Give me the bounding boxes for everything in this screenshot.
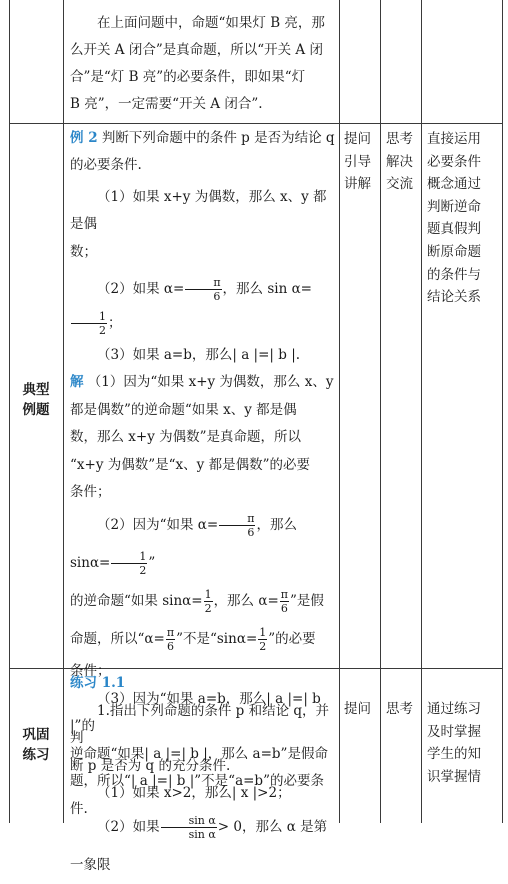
solution-label: 解 [70, 374, 84, 391]
fraction: $\frac{\pi}{6}$ [280, 588, 289, 616]
practice-title: 练习 1.1 [70, 675, 126, 691]
teacher-activity-practice: 提问 [344, 701, 371, 717]
example-content: 例 2 判断下列命题中的条件 p 是否为结论 q 的必要条件. （1）如果 x+y 为偶数，那么 x、y 都是偶 数； （2）如果 α= $\frac{\pi}{6}$ ，那么 sin α= $\frac{1}{2}$ ； （3）如果 a=b，那么| a |=| b |. 解 （1）因为“如果 x+y 为偶数，那么 x、y 都是偶数”的逆命题“如果 x、y 都是偶 数，那么 x+y 为偶数”是真命题，所以 “x+y 为偶数”是“x、y 都是偶数”的必要 条件； （2）因为“如果 α= $\frac{\pi}{6}$ ，那么 sinα= $\frac{1}{2}$ ” 的逆命题“如果 sinα= $\frac{1}{2}$ ，那么 α= $\frac{\pi}{6}$ ”是假 命题，所以“α= $\frac{\pi}{6}$ ”不是“sinα= $\frac{1}{2}$ ”的必要 条件； （3）因为“如果 a=b，那么| a |=| b |”的 逆命题“如果| a |=| b |，那么 a=b”是假命 题，所以“| a |=| b |”不是“a=b”的必要条 件. [70, 125, 338, 823]
intro-line: B 亮”，一定需要“开关 A 闭合”. [70, 96, 263, 112]
example-label: 例 2 [70, 130, 98, 146]
intro-line: 么开关 A 闭合”是真命题，所以“开关 A 闭 [70, 42, 323, 58]
row-label-typical: 典型 例题 [22, 382, 50, 418]
design-intent-practice: 通过练习 及时掌握 学生的知 识掌握情 [427, 701, 481, 785]
fraction: $\frac{1}{2}$ [204, 588, 212, 616]
row-label-practice: 巩固 练习 [22, 727, 50, 763]
fraction: $\frac{\text{sin α}}{\text{sin α}}$ [161, 815, 217, 840]
fraction: $\frac{1}{2}$ [71, 311, 107, 336]
intro-line: 在上面问题中，命题“如果灯 B 亮，那 [97, 15, 325, 31]
student-activity-typical: 思考 解决 交流 [386, 131, 413, 193]
intro-line: 合”是“灯 B 亮”的必要条件，即如果“灯 [70, 69, 306, 85]
practice-content: 练习 1.1 1.指出下列命题的条件 p 和结论 q，并判 断 p 是否为 q 的充分条件. （1）如果 x>2，那么| x |>2； （2）如果 $\frac{\text{sin α}}{\text{sin α}}$ > 0，那么 α 是第一象限 [70, 672, 338, 884]
design-intent-typical: 直接运用 必要条件 概念通过 判断逆命 题真假判 断原命题 的条件与 结论关系 [427, 131, 481, 306]
item2: （2）如果 α= $\frac{\pi}{6}$ ，那么 sin α= $\frac{1}{2}$ ； [70, 272, 338, 340]
teacher-activity-typical: 提问 引导 讲解 [344, 131, 371, 193]
row-divider-1 [9, 123, 503, 124]
fraction: $\frac{\pi}{6}$ [166, 626, 175, 654]
fraction: $\frac{1}{2}$ [111, 551, 147, 576]
fraction: $\frac{\pi}{6}$ [219, 513, 255, 538]
student-activity-practice: 思考 [386, 701, 413, 717]
intro-paragraph [70, 10, 338, 118]
fraction: $\frac{1}{2}$ [259, 626, 267, 654]
fraction: $\frac{\pi}{6}$ [185, 277, 221, 302]
